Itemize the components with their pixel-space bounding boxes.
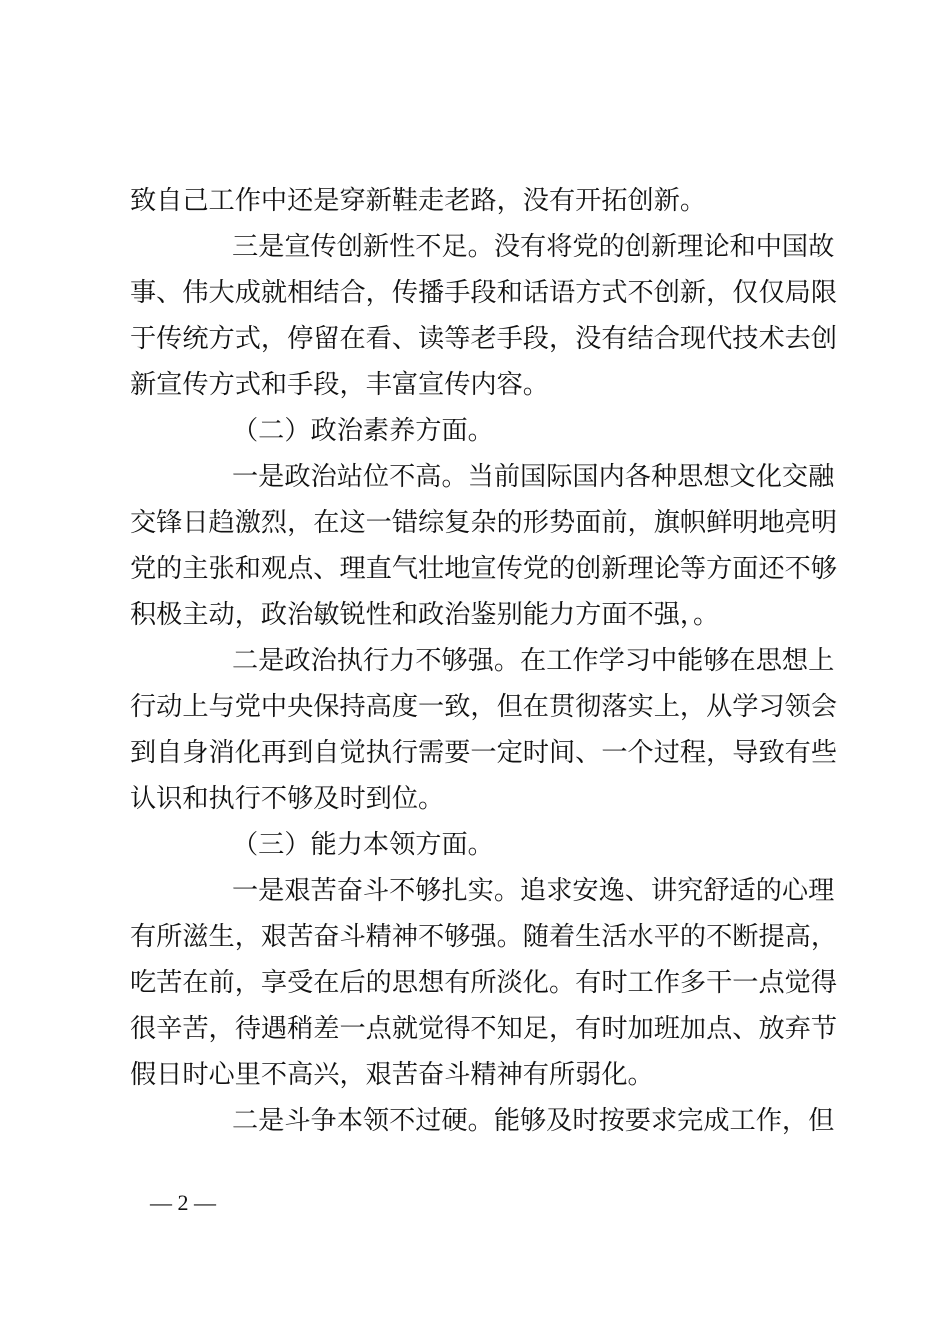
- body-line: 事、伟大成就相结合，传播手段和话语方式不创新，仅仅局限: [130, 278, 838, 308]
- body-line: 行动上与党中央保持高度一致，但在贯彻落实上，从学习领会: [130, 692, 838, 722]
- body-line: 致自己工作中还是穿新鞋走老路，没有开拓创新。: [130, 186, 707, 216]
- body-line: 二是政治执行力不够强。在工作学习中能够在思想上: [232, 646, 835, 676]
- body-line: 假日时心里不高兴，艰苦奋斗精神有所弱化。: [130, 1060, 654, 1090]
- body-line: 很辛苦，待遇稍差一点就觉得不知足，有时加班加点、放弃节: [130, 1014, 838, 1044]
- page-number: — 2 —: [150, 1190, 216, 1215]
- body-line: 二是斗争本领不过硬。能够及时按要求完成工作，但: [232, 1106, 835, 1136]
- body-line: 积极主动，政治敏锐性和政治鉴别能力方面不强，。: [130, 600, 720, 630]
- section-heading: （三）能力本领方面。: [232, 830, 494, 860]
- body-line: 于传统方式，停留在看、读等老手段，没有结合现代技术去创: [130, 324, 838, 354]
- body-line: 三是宣传创新性不足。没有将党的创新理论和中国故: [232, 232, 835, 262]
- section-heading: （二）政治素养方面。: [232, 416, 494, 446]
- body-line: 认识和执行不够及时到位。: [130, 784, 445, 814]
- body-line: 到自身消化再到自觉执行需要一定时间、一个过程，导致有些: [130, 738, 838, 768]
- body-line: 交锋日趋激烈，在这一错综复杂的形势面前，旗帜鲜明地亮明: [130, 508, 838, 538]
- body-line: 新宣传方式和手段，丰富宣传内容。: [130, 370, 549, 400]
- body-line: 有所滋生，艰苦奋斗精神不够强。随着生活水平的不断提高，: [130, 922, 838, 952]
- body-line: 吃苦在前，享受在后的思想有所淡化。有时工作多干一点觉得: [130, 968, 838, 998]
- body-line: 一是政治站位不高。当前国际国内各种思想文化交融: [232, 462, 835, 492]
- body-line: 一是艰苦奋斗不够扎实。追求安逸、讲究舒适的心理: [232, 876, 835, 906]
- body-line: 党的主张和观点、理直气壮地宣传党的创新理论等方面还不够: [130, 554, 838, 584]
